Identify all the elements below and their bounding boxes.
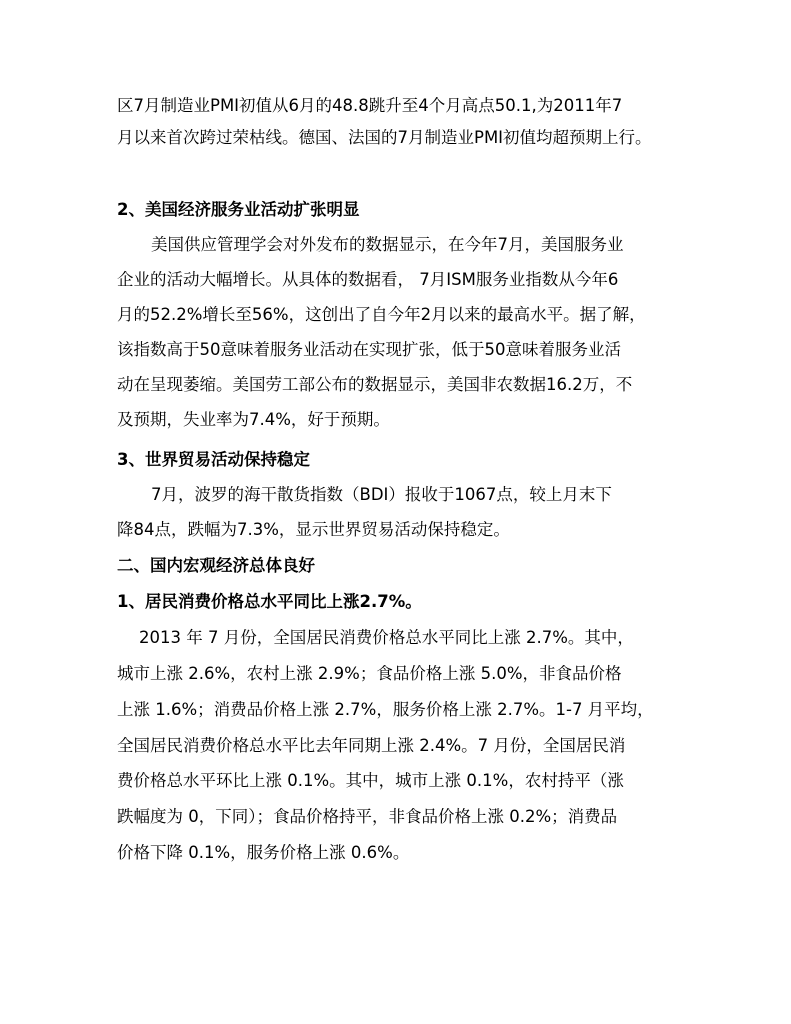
section-heading: 二、国内宏观经济总体良好: [117, 556, 315, 575]
paragraph-line: 月的52.2%增长至56%，这创出了自今年2月以来的最高水平。据了解，: [117, 305, 646, 324]
paragraph-line: 企业的活动大幅增长。从具体的数据看， 7月ISM服务业指数从今年6: [117, 270, 619, 289]
paragraph-line: 美国供应管理学会对外发布的数据显示，在今年7月，美国服务业: [151, 235, 624, 254]
paragraph-line: 全国居民消费价格总水平比去年同期上涨 2.4%。7 月份，全国居民消: [117, 736, 626, 755]
paragraph-line: 月以来首次跨过荣枯线。德国、法国的7月制造业PMI初值均超预期上行。: [117, 128, 652, 147]
paragraph-line: 7月，波罗的海干散货指数（BDI）报收于1067点，较上月末下: [151, 485, 612, 504]
paragraph-line: 该指数高于50意味着服务业活动在实现扩张，低于50意味着服务业活: [117, 340, 621, 359]
paragraph-line: 费价格总水平环比上涨 0.1%。其中，城市上涨 0.1%，农村持平（涨: [117, 771, 624, 790]
paragraph-line: 价格下降 0.1%，服务价格上涨 0.6%。: [117, 843, 410, 862]
paragraph-line: 城市上涨 2.6%，农村上涨 2.9%；食品价格上涨 5.0%，非食品价格: [117, 664, 622, 683]
paragraph-line: 跌幅度为 0，下同）；食品价格持平，非食品价格上涨 0.2%；消费品: [117, 807, 618, 826]
section-heading: 2、美国经济服务业活动扩张明显: [117, 200, 360, 219]
paragraph-line: 降84点，跌幅为7.3%，显示世界贸易活动保持稳定。: [117, 520, 510, 539]
paragraph-line: 2013 年 7 月份，全国居民消费价格总水平同比上涨 2.7%。其中，: [139, 628, 634, 647]
subsection-heading: 1、居民消费价格总水平同比上涨2.7%。: [117, 592, 422, 611]
paragraph-line: 上涨 1.6%；消费品价格上涨 2.7%，服务价格上涨 2.7%。1-7 月平均，: [117, 700, 654, 719]
section-heading: 3、世界贸易活动保持稳定: [117, 450, 310, 469]
paragraph-line: 及预期，失业率为7.4%，好于预期。: [117, 410, 390, 429]
paragraph-line: 动在呈现萎缩。美国劳工部公布的数据显示，美国非农数据16.2万，不: [117, 375, 633, 394]
paragraph-line: 区7月制造业PMI初值从6月的48.8跳升至4个月高点50.1,为2011年7: [117, 96, 623, 115]
